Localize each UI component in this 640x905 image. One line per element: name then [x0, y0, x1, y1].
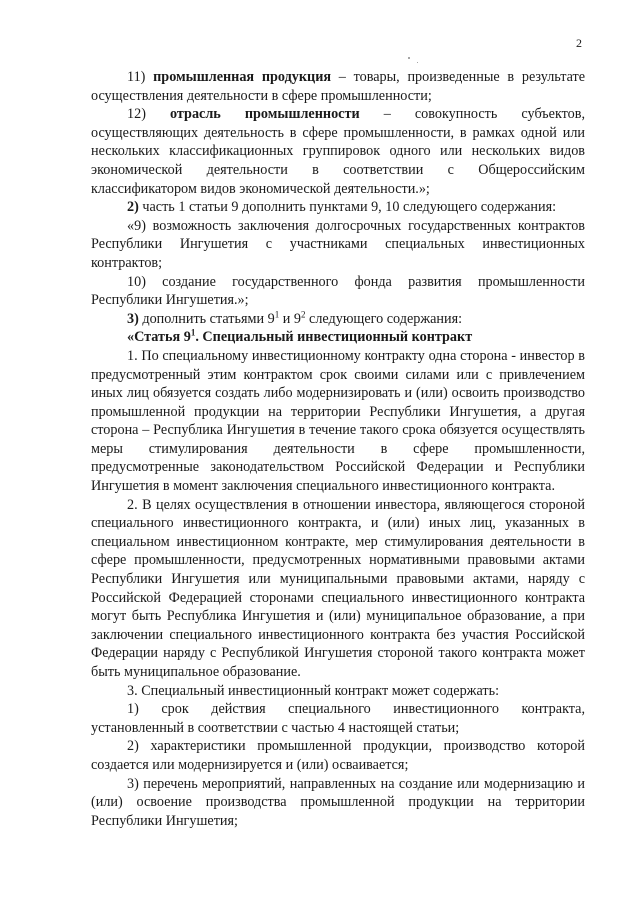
definition-item-11: [91, 68, 585, 105]
document-body: [91, 68, 585, 830]
amendment-text: следующего содержания:: [305, 310, 463, 327]
clause-3-subitem-3: 3) перечень мероприятий, направленных на создание или модернизацию и (или) освоение производства промышленной продукции на территории Республики Ингушетия;: [91, 775, 585, 829]
superscript: 2: [300, 308, 306, 319]
amendment-number: 2): [127, 199, 139, 216]
defined-term: отрасль промышленности: [170, 106, 360, 123]
amendment-text: дополнить статьями 9: [138, 310, 275, 327]
definition-item-12: [91, 105, 585, 198]
item-number: 12): [127, 106, 170, 123]
article-heading: [91, 328, 585, 347]
amendment-text: часть 1 статьи 9 дополнить пунктами 9, 10 следующего содержания:: [138, 199, 557, 216]
article-clause-1: 1. По специальному инвестиционному контракту одна сторона - инвестор в предусмотренный этим контрактом срок своими силами или с привлечением иных лиц обязуется создать либо модернизировать и (или) освоить производство промышленной продукции на территории Республики Ингушетия, а другая сторона – Республика Ингушетия в течение такого срока обязуется осуществлять меры стимулирования деятельности в сфере промышленности, предусмотренные законодательством Российской Федерации и Республики Ингушетия в момент заключения специального инвестиционного контракта.: [91, 347, 585, 495]
defined-term: промышленная продукция: [153, 69, 332, 85]
clause-3-subitem-2: 2) характеристики промышленной продукции, производство которой создается или модернизируется и (или) осваивается;: [91, 738, 585, 773]
definition-text: – товары, произведенные в результате осуществления деятельности в сфере промышленности;: [91, 69, 585, 104]
article-title: «Статья 9: [127, 329, 191, 346]
added-item-9: «9) возможность заключения долгосрочных государственных контрактов Республики Ингушетия с участниками специальных инвестиционных контрактов;: [91, 217, 585, 271]
superscript: 1: [274, 308, 280, 319]
superscript: 1: [190, 327, 196, 338]
scan-speck: [408, 57, 410, 59]
article-clause-3: 3. Специальный инвестиционный контракт может содержать:: [127, 682, 500, 699]
amendment-point-3: [91, 310, 585, 329]
amendment-text: и 9: [279, 310, 301, 327]
page-number: 2: [576, 36, 582, 50]
amendment-point-2: [91, 198, 585, 217]
item-number: 11): [127, 69, 154, 85]
article-clause-2: 2. В целях осуществления в отношении инвестора, являющегося стороной специального инвестиционного контракта, и (или) иных лиц, указанных в специальном инвестиционном контракте, мер стимулирования деятельности в сфере промышленности, предусмотренных нормативными правовыми актами Республики Ингушетия или муниципальными правовыми актами, наряду с Российской Федерацией сторонами специального инвестиционного контракта могут быть Республика Ингушетия и (или) муниципальное образование, а при заключении специального инвестиционного контракта без участия Российской Федерации наряду с Республикой Ингушетия стороной такого контракта может быть муниципальное образование.: [91, 496, 585, 680]
article-title: . Специальный инвестиционный контракт: [195, 329, 473, 346]
scan-speck: [417, 62, 418, 63]
clause-3-subitem-1: 1) срок действия специального инвестиционного контракта, установленный в соответствии с частью 4 настоящей статьи;: [91, 701, 585, 736]
definition-text: – совокупность субъектов, осуществляющих деятельность в сфере промышленности, в рамках одной или нескольких классификационных группировок одного или нескольких видов экономической деятельности в соответствии с Общероссийским классификатором видов экономической деятельности.»;: [91, 106, 585, 197]
added-item-10: 10) создание государственного фонда развития промышленности Республики Ингушетия.»;: [91, 273, 585, 309]
amendment-number: 3): [127, 310, 139, 327]
